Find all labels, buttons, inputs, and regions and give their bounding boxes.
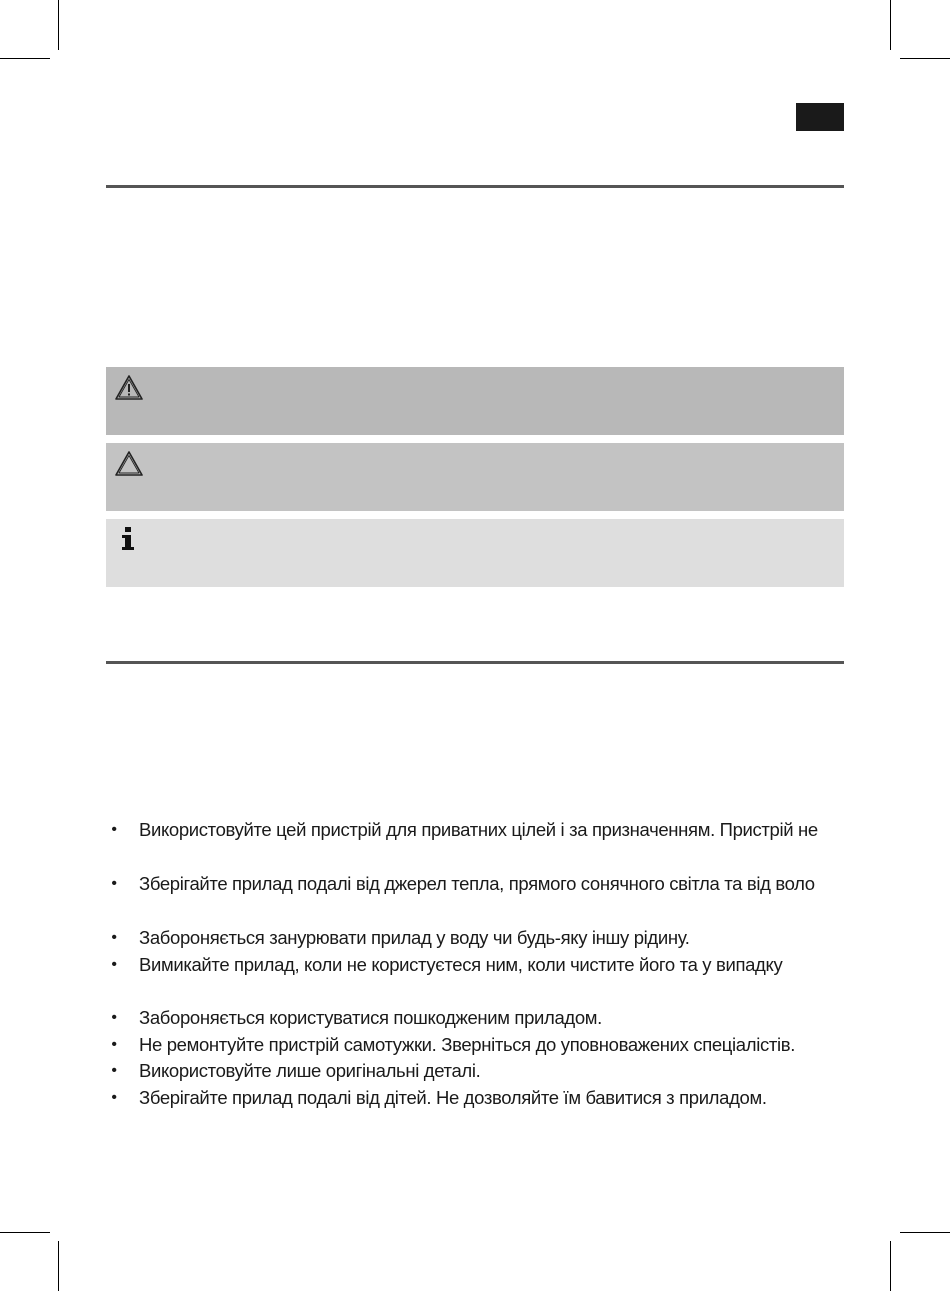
bullet-marker: •	[111, 875, 117, 892]
list-item-text: Вимикайте прилад, коли не користуєтеся ним, коли чистите його та у випадку	[139, 954, 783, 975]
list-item	[106, 816, 866, 844]
crop-mark	[890, 0, 891, 50]
bullet-marker: •	[111, 1089, 117, 1106]
crop-mark	[58, 1241, 59, 1291]
list-item-text: Використовуйте цей пристрій для приватних цілей і за призначенням. Пристрій не	[139, 819, 818, 840]
bullet-marker: •	[111, 1036, 117, 1053]
crop-mark	[890, 1241, 891, 1291]
info-notice	[106, 519, 844, 587]
list-item	[106, 1031, 866, 1059]
warning-triangle-exclamation-icon	[114, 373, 144, 403]
list-item	[106, 1057, 866, 1085]
list-item-text: Використовуйте лише оригінальні деталі.	[139, 1060, 481, 1081]
info-i-icon	[114, 525, 144, 555]
bullet-marker: •	[111, 956, 117, 973]
section-rule	[106, 661, 844, 664]
section-rule	[106, 185, 844, 188]
list-item-text: Не ремонтуйте пристрій самотужки. Зверніться до уповноважених спеціалістів.	[139, 1034, 796, 1055]
warning-triangle-icon	[114, 449, 144, 479]
list-item	[106, 1004, 866, 1032]
bullet-marker: •	[111, 821, 117, 838]
crop-mark	[900, 58, 950, 59]
bullet-marker: •	[111, 929, 117, 946]
list-item-text: Зберігайте прилад подалі від джерел тепла, прямого сонячного світла та від воло	[139, 873, 815, 894]
danger-notice	[106, 367, 844, 435]
crop-mark	[0, 58, 50, 59]
list-item	[106, 924, 866, 952]
language-tab	[796, 103, 844, 131]
crop-mark	[58, 0, 59, 50]
list-item-text: Забороняється користуватися пошкодженим приладом.	[139, 1007, 602, 1028]
list-item-text: Зберігайте прилад подалі від дітей. Не дозволяйте їм бавитися з приладом.	[139, 1087, 767, 1108]
bullet-marker: •	[111, 1062, 117, 1079]
warning-notice	[106, 443, 844, 511]
list-item	[106, 951, 866, 979]
list-item	[106, 870, 866, 898]
list-item-text: Забороняється занурювати прилад у воду чи будь-яку іншу рідину.	[139, 927, 690, 948]
crop-mark	[0, 1232, 50, 1233]
list-item	[106, 1084, 866, 1112]
crop-mark	[900, 1232, 950, 1233]
bullet-marker: •	[111, 1009, 117, 1026]
